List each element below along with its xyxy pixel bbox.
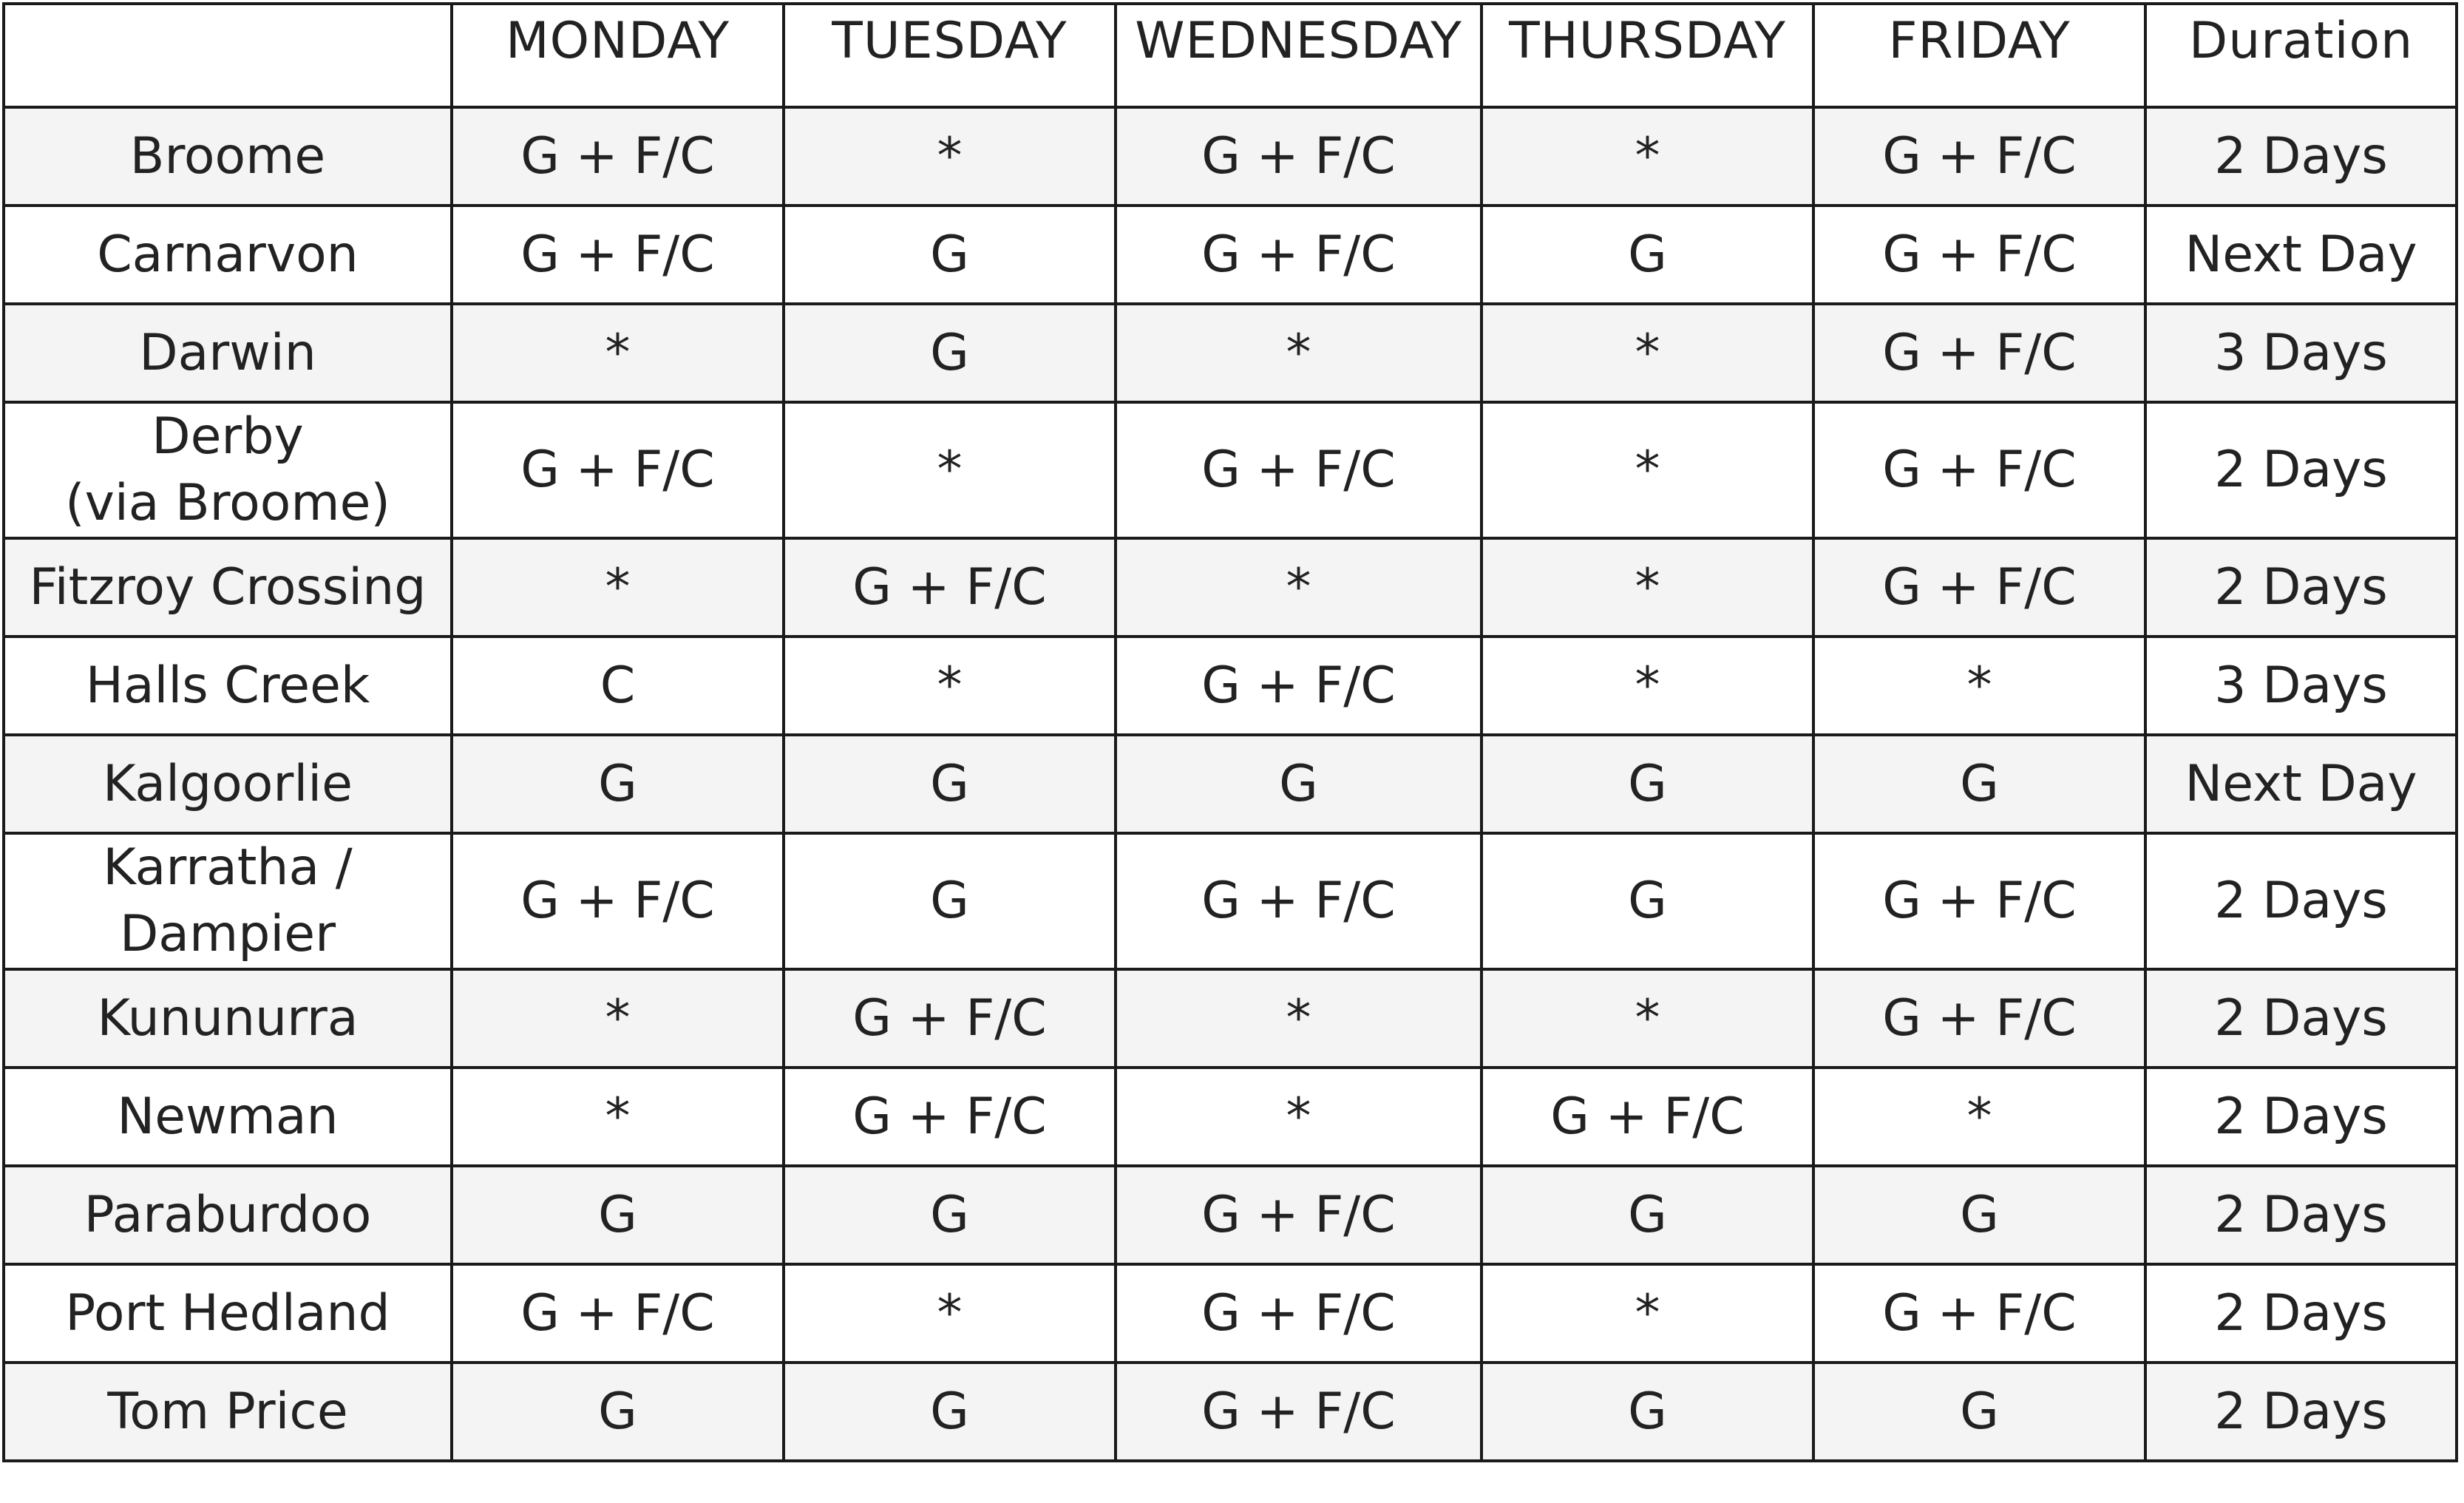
tuesday-cell: *	[784, 1264, 1116, 1363]
tuesday-cell: G	[784, 304, 1116, 402]
location-cell: Newman	[4, 1068, 452, 1166]
friday-cell: G + F/C	[1813, 107, 2145, 206]
duration-cell: 2 Days	[2145, 1166, 2457, 1264]
header-wednesday: WEDNESDAY	[1116, 4, 1482, 107]
wednesday-cell: G + F/C	[1116, 833, 1482, 969]
duration-cell: 2 Days	[2145, 1264, 2457, 1363]
thursday-cell: *	[1482, 107, 1813, 206]
tuesday-cell: G + F/C	[784, 969, 1116, 1068]
monday-cell: G + F/C	[452, 1264, 784, 1363]
friday-cell: G + F/C	[1813, 402, 2145, 538]
thursday-cell: G	[1482, 206, 1813, 304]
wednesday-cell: *	[1116, 969, 1482, 1068]
wednesday-cell: G + F/C	[1116, 1166, 1482, 1264]
wednesday-cell: G	[1116, 735, 1482, 833]
location-cell: Halls Creek	[4, 637, 452, 735]
location-cell: Port Hedland	[4, 1264, 452, 1363]
wednesday-cell: G + F/C	[1116, 1363, 1482, 1461]
tuesday-cell: *	[784, 637, 1116, 735]
thursday-cell: G	[1482, 833, 1813, 969]
table-row	[4, 304, 2457, 402]
location-cell: Tom Price	[4, 1363, 452, 1461]
monday-cell: G + F/C	[452, 107, 784, 206]
wednesday-cell: *	[1116, 1068, 1482, 1166]
duration-cell: Next Day	[2145, 735, 2457, 833]
monday-cell: *	[452, 969, 784, 1068]
location-cell: Kalgoorlie	[4, 735, 452, 833]
table-row	[4, 1166, 2457, 1264]
wednesday-cell: G + F/C	[1116, 637, 1482, 735]
thursday-cell: *	[1482, 402, 1813, 538]
tuesday-cell: G	[784, 1166, 1116, 1264]
friday-cell: G + F/C	[1813, 538, 2145, 637]
duration-cell: 2 Days	[2145, 969, 2457, 1068]
duration-cell: 3 Days	[2145, 304, 2457, 402]
wednesday-cell: *	[1116, 304, 1482, 402]
table-row	[4, 637, 2457, 735]
tuesday-cell: G	[784, 206, 1116, 304]
duration-cell: Next Day	[2145, 206, 2457, 304]
duration-cell: 2 Days	[2145, 402, 2457, 538]
header-duration: Duration	[2145, 4, 2457, 107]
friday-cell: G + F/C	[1813, 1264, 2145, 1363]
table-row	[4, 402, 2457, 538]
monday-cell: C	[452, 637, 784, 735]
tuesday-cell: *	[784, 107, 1116, 206]
monday-cell: G	[452, 1166, 784, 1264]
table-row	[4, 107, 2457, 206]
duration-cell: 2 Days	[2145, 538, 2457, 637]
table-row	[4, 969, 2457, 1068]
wednesday-cell: G + F/C	[1116, 402, 1482, 538]
tuesday-cell: G	[784, 1363, 1116, 1461]
monday-cell: G + F/C	[452, 833, 784, 969]
friday-cell: *	[1813, 1068, 2145, 1166]
monday-cell: G	[452, 1363, 784, 1461]
tuesday-cell: G + F/C	[784, 538, 1116, 637]
table-row	[4, 538, 2457, 637]
header-monday: MONDAY	[452, 4, 784, 107]
thursday-cell: G	[1482, 1166, 1813, 1264]
wednesday-cell: G + F/C	[1116, 206, 1482, 304]
duration-cell: 2 Days	[2145, 107, 2457, 206]
header-thursday: THURSDAY	[1482, 4, 1813, 107]
location-cell: Fitzroy Crossing	[4, 538, 452, 637]
friday-cell: G + F/C	[1813, 304, 2145, 402]
monday-cell: *	[452, 304, 784, 402]
wednesday-cell: G + F/C	[1116, 1264, 1482, 1363]
monday-cell: G + F/C	[452, 402, 784, 538]
header-corner	[4, 4, 452, 107]
thursday-cell: *	[1482, 1264, 1813, 1363]
table-row	[4, 1363, 2457, 1461]
thursday-cell: *	[1482, 538, 1813, 637]
delivery-schedule-table	[2, 2, 2458, 1462]
tuesday-cell: G	[784, 735, 1116, 833]
wednesday-cell: *	[1116, 538, 1482, 637]
duration-cell: 2 Days	[2145, 1363, 2457, 1461]
location-cell: Carnarvon	[4, 206, 452, 304]
tuesday-cell: *	[784, 402, 1116, 538]
friday-cell: G	[1813, 735, 2145, 833]
table-row	[4, 1264, 2457, 1363]
friday-cell: G + F/C	[1813, 833, 2145, 969]
location-cell: Paraburdoo	[4, 1166, 452, 1264]
location-cell: Darwin	[4, 304, 452, 402]
table-row	[4, 735, 2457, 833]
monday-cell: *	[452, 538, 784, 637]
duration-cell: 2 Days	[2145, 833, 2457, 969]
monday-cell: G + F/C	[452, 206, 784, 304]
tuesday-cell: G + F/C	[784, 1068, 1116, 1166]
thursday-cell: G	[1482, 735, 1813, 833]
location-cell: Kununurra	[4, 969, 452, 1068]
friday-cell: G + F/C	[1813, 969, 2145, 1068]
location-cell: Derby (via Broome)	[4, 402, 452, 538]
thursday-cell: *	[1482, 304, 1813, 402]
table-row	[4, 206, 2457, 304]
table-row	[4, 1068, 2457, 1166]
duration-cell: 2 Days	[2145, 1068, 2457, 1166]
header-tuesday: TUESDAY	[784, 4, 1116, 107]
friday-cell: *	[1813, 637, 2145, 735]
thursday-cell: G + F/C	[1482, 1068, 1813, 1166]
header-friday: FRIDAY	[1813, 4, 2145, 107]
header-row	[4, 4, 2457, 107]
location-cell: Broome	[4, 107, 452, 206]
monday-cell: *	[452, 1068, 784, 1166]
friday-cell: G + F/C	[1813, 206, 2145, 304]
thursday-cell: G	[1482, 1363, 1813, 1461]
friday-cell: G	[1813, 1363, 2145, 1461]
wednesday-cell: G + F/C	[1116, 107, 1482, 206]
table-row	[4, 833, 2457, 969]
duration-cell: 3 Days	[2145, 637, 2457, 735]
tuesday-cell: G	[784, 833, 1116, 969]
monday-cell: G	[452, 735, 784, 833]
friday-cell: G	[1813, 1166, 2145, 1264]
thursday-cell: *	[1482, 969, 1813, 1068]
thursday-cell: *	[1482, 637, 1813, 735]
location-cell: Karratha / Dampier	[4, 833, 452, 969]
